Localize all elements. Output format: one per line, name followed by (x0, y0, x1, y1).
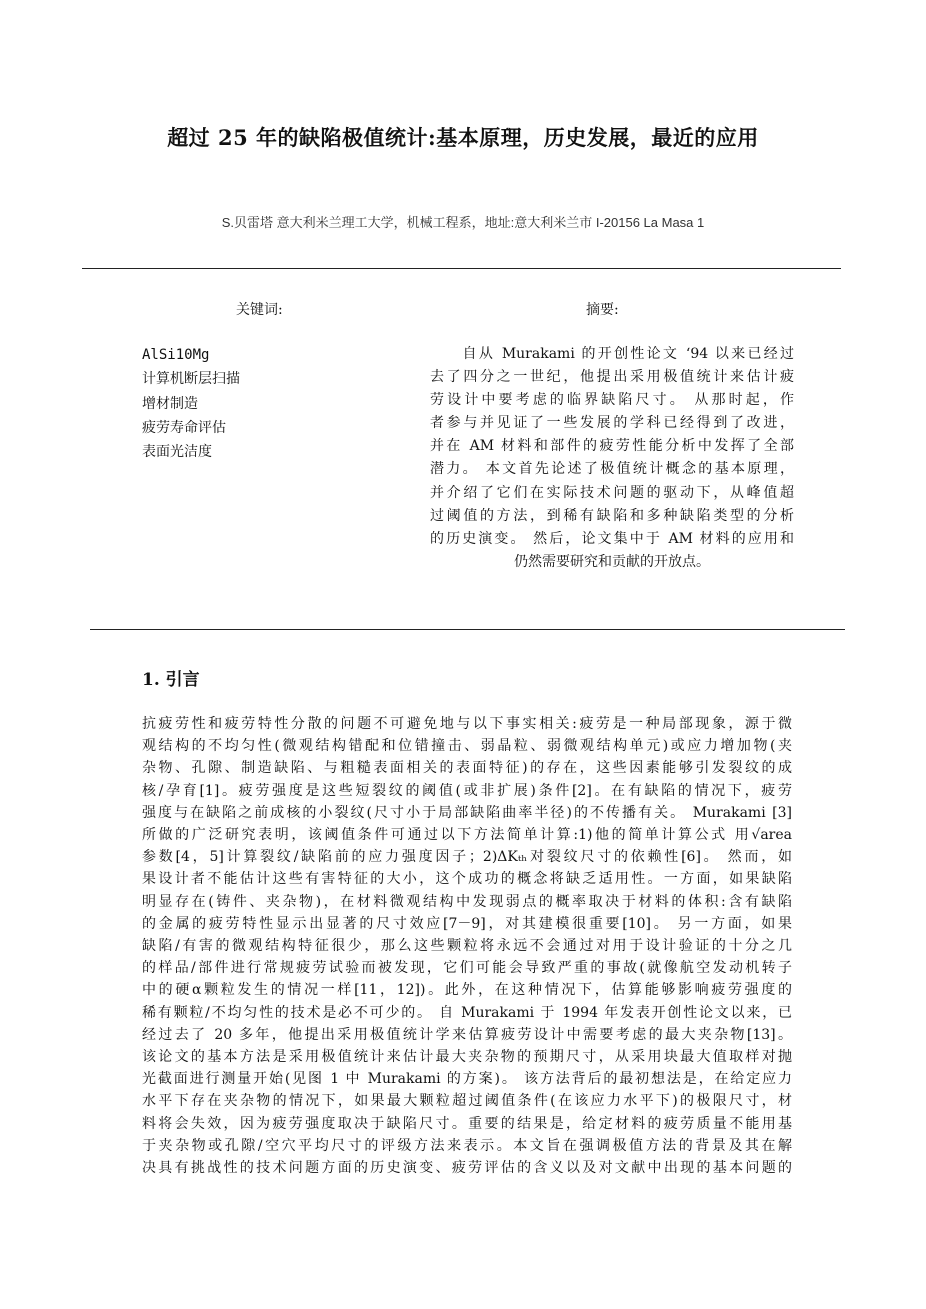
body-line: 核/孕育[1]。疲劳强度是这些短裂纹的阈值(或非扩展)条件[2]。在有缺陷的情况下，疲劳 (142, 782, 792, 799)
abstract-line: 潜力。 本文首先论述了极值统计概念的基本原理， (430, 461, 794, 478)
body-line: 果设计者不能估计这些有害特征的大小，这个成功的概念将缺乏适用性。一方面，如果缺陷 (142, 871, 792, 888)
body-line: 杂物、孔隙、制造缺陷、与粗糙表面相关的表面特征)的存在，这些因素能够引发裂纹的成 (142, 760, 792, 777)
abstract-line: 仍然需要研究和贡献的开放点。 (514, 553, 710, 570)
body-line: 决具有挑战性的技术问题方面的历史演变、疲劳评估的含义以及对文献中出现的基本问题的 (142, 1160, 792, 1177)
abstract-line: 过阈值的方法，到稀有缺陷和多种缺陷类型的分析 (430, 507, 794, 524)
body-line: 水平下存在夹杂物的情况下，如果最大颗粒超过阈值条件(在该应力水平下)的极限尺寸，材 (142, 1093, 792, 1110)
keyword-item: 疲劳寿命评估 (142, 419, 226, 436)
paper-title: 超过 25 年的缺陷极值统计:基本原理，历史发展，最近的应用 (167, 125, 759, 150)
abstract-line: 并介绍了它们在实际技术问题的驱动下，从峰值超 (430, 484, 794, 501)
body-line: 稀有颗粒/不均匀性的技术是必不可少的。 自 Murakami 于 1994 年发表开创性论文以来，已 (142, 1004, 792, 1021)
body-line: 所做的广泛研究表明，该阈值条件可通过以下方法简单计算:1)他的简单计算公式 用√area (142, 827, 792, 844)
keyword-item: AlSi10Mg (142, 347, 210, 363)
body-line: 中的硬α颗粒发生的情况一样[11，12])。此外，在这种情况下，估算能够影响疲劳强度的 (142, 982, 792, 999)
introduction-body (142, 713, 792, 1179)
abstract-line: 劳设计中要考虑的临界缺陷尺寸。 从那时起，作 (430, 392, 794, 409)
top-divider (82, 268, 841, 269)
keyword-item: 计算机断层扫描 (142, 371, 240, 388)
body-line: 光截面进行测量开始(见图 1 中 Murakami 的方案)。 该方法背后的最初想法是，在给定应力 (142, 1071, 792, 1088)
abstract-text (430, 343, 794, 574)
abstract-line: 者参与并见证了一些发展的学科已经得到了改进， (430, 415, 794, 432)
body-line: 观结构的不均匀性(微观结构错配和位错撞击、弱晶粒、弱微观结构单元)或应力增加物(夹 (142, 738, 792, 755)
abstract-line: 自从 Murakami 的开创性论文 ‘94 以来已经过 (430, 346, 794, 362)
body-line: 经过去了 20 多年，他提出采用极值统计学来估算疲劳设计中需要考虑的最大夹杂物[13]。 (142, 1026, 792, 1043)
abstract-line: 去了四分之一世纪，他提出采用极值统计来估计疲 (430, 369, 794, 386)
body-line: 的样品/部件进行常规疲劳试验而被发现，它们可能会导致严重的事故(就像航空发动机转子 (142, 960, 792, 977)
section-heading: 1. 引言 (142, 670, 200, 690)
body-line: 于夹杂物或孔隙/空穴平均尺寸的评级方法来表示。本文旨在强调极值方法的背景及其在解 (142, 1137, 792, 1154)
keywords-heading: 关键词: (236, 302, 283, 318)
body-line: 明显存在(铸件、夹杂物)，在材料微观结构中发现弱点的概率取决于材料的体积:含有缺陷 (142, 893, 792, 910)
bottom-divider (90, 629, 845, 630)
body-line: 的金属的疲劳特性显示出显著的尺寸效应[7－9]，对其建模很重要[10]。 另一方面，如果 (142, 915, 792, 932)
abstract-line: 的历史演变。 然后，论文集中于 AM 材料的应用和 (430, 530, 794, 547)
body-line: 强度与在缺陷之前成核的小裂纹(尺寸小于局部缺陷曲率半径)的不传播有关。 Murakami [3] (142, 804, 792, 821)
abstract-heading: 摘要: (586, 302, 619, 318)
body-line: 抗疲劳性和疲劳特性分散的问题不可避免地与以下事实相关:疲劳是一种局部现象，源于微 (142, 716, 792, 732)
author-affiliation: S.贝雷塔 意大利米兰理工大学，机械工程系，地址:意大利米兰市 I-20156 La Masa 1 (221, 215, 705, 230)
keyword-item: 增材制造 (142, 395, 198, 412)
body-line: 参数[4，5]计算裂纹/缺陷前的应力强度因子；2)ΔKₜₕ对裂纹尺寸的依赖性[6]。 然而，如 (142, 849, 792, 866)
keywords-list (142, 343, 240, 464)
body-line: 缺陷/有害的微观结构特征很少，那么这些颗粒将永远不会通过对用于设计验证的十分之几 (142, 938, 792, 955)
abstract-line: 并在 AM 材料和部件的疲劳性能分析中发挥了全部 (430, 438, 794, 455)
body-line: 该论文的基本方法是采用极值统计来估计最大夹杂物的预期尺寸，从采用块最大值取样对抛 (142, 1049, 792, 1066)
body-line: 料将会失效，因为疲劳强度取决于缺陷尺寸。重要的结果是，给定材料的疲劳质量不能用基 (142, 1115, 792, 1132)
keyword-item: 表面光洁度 (142, 444, 212, 461)
